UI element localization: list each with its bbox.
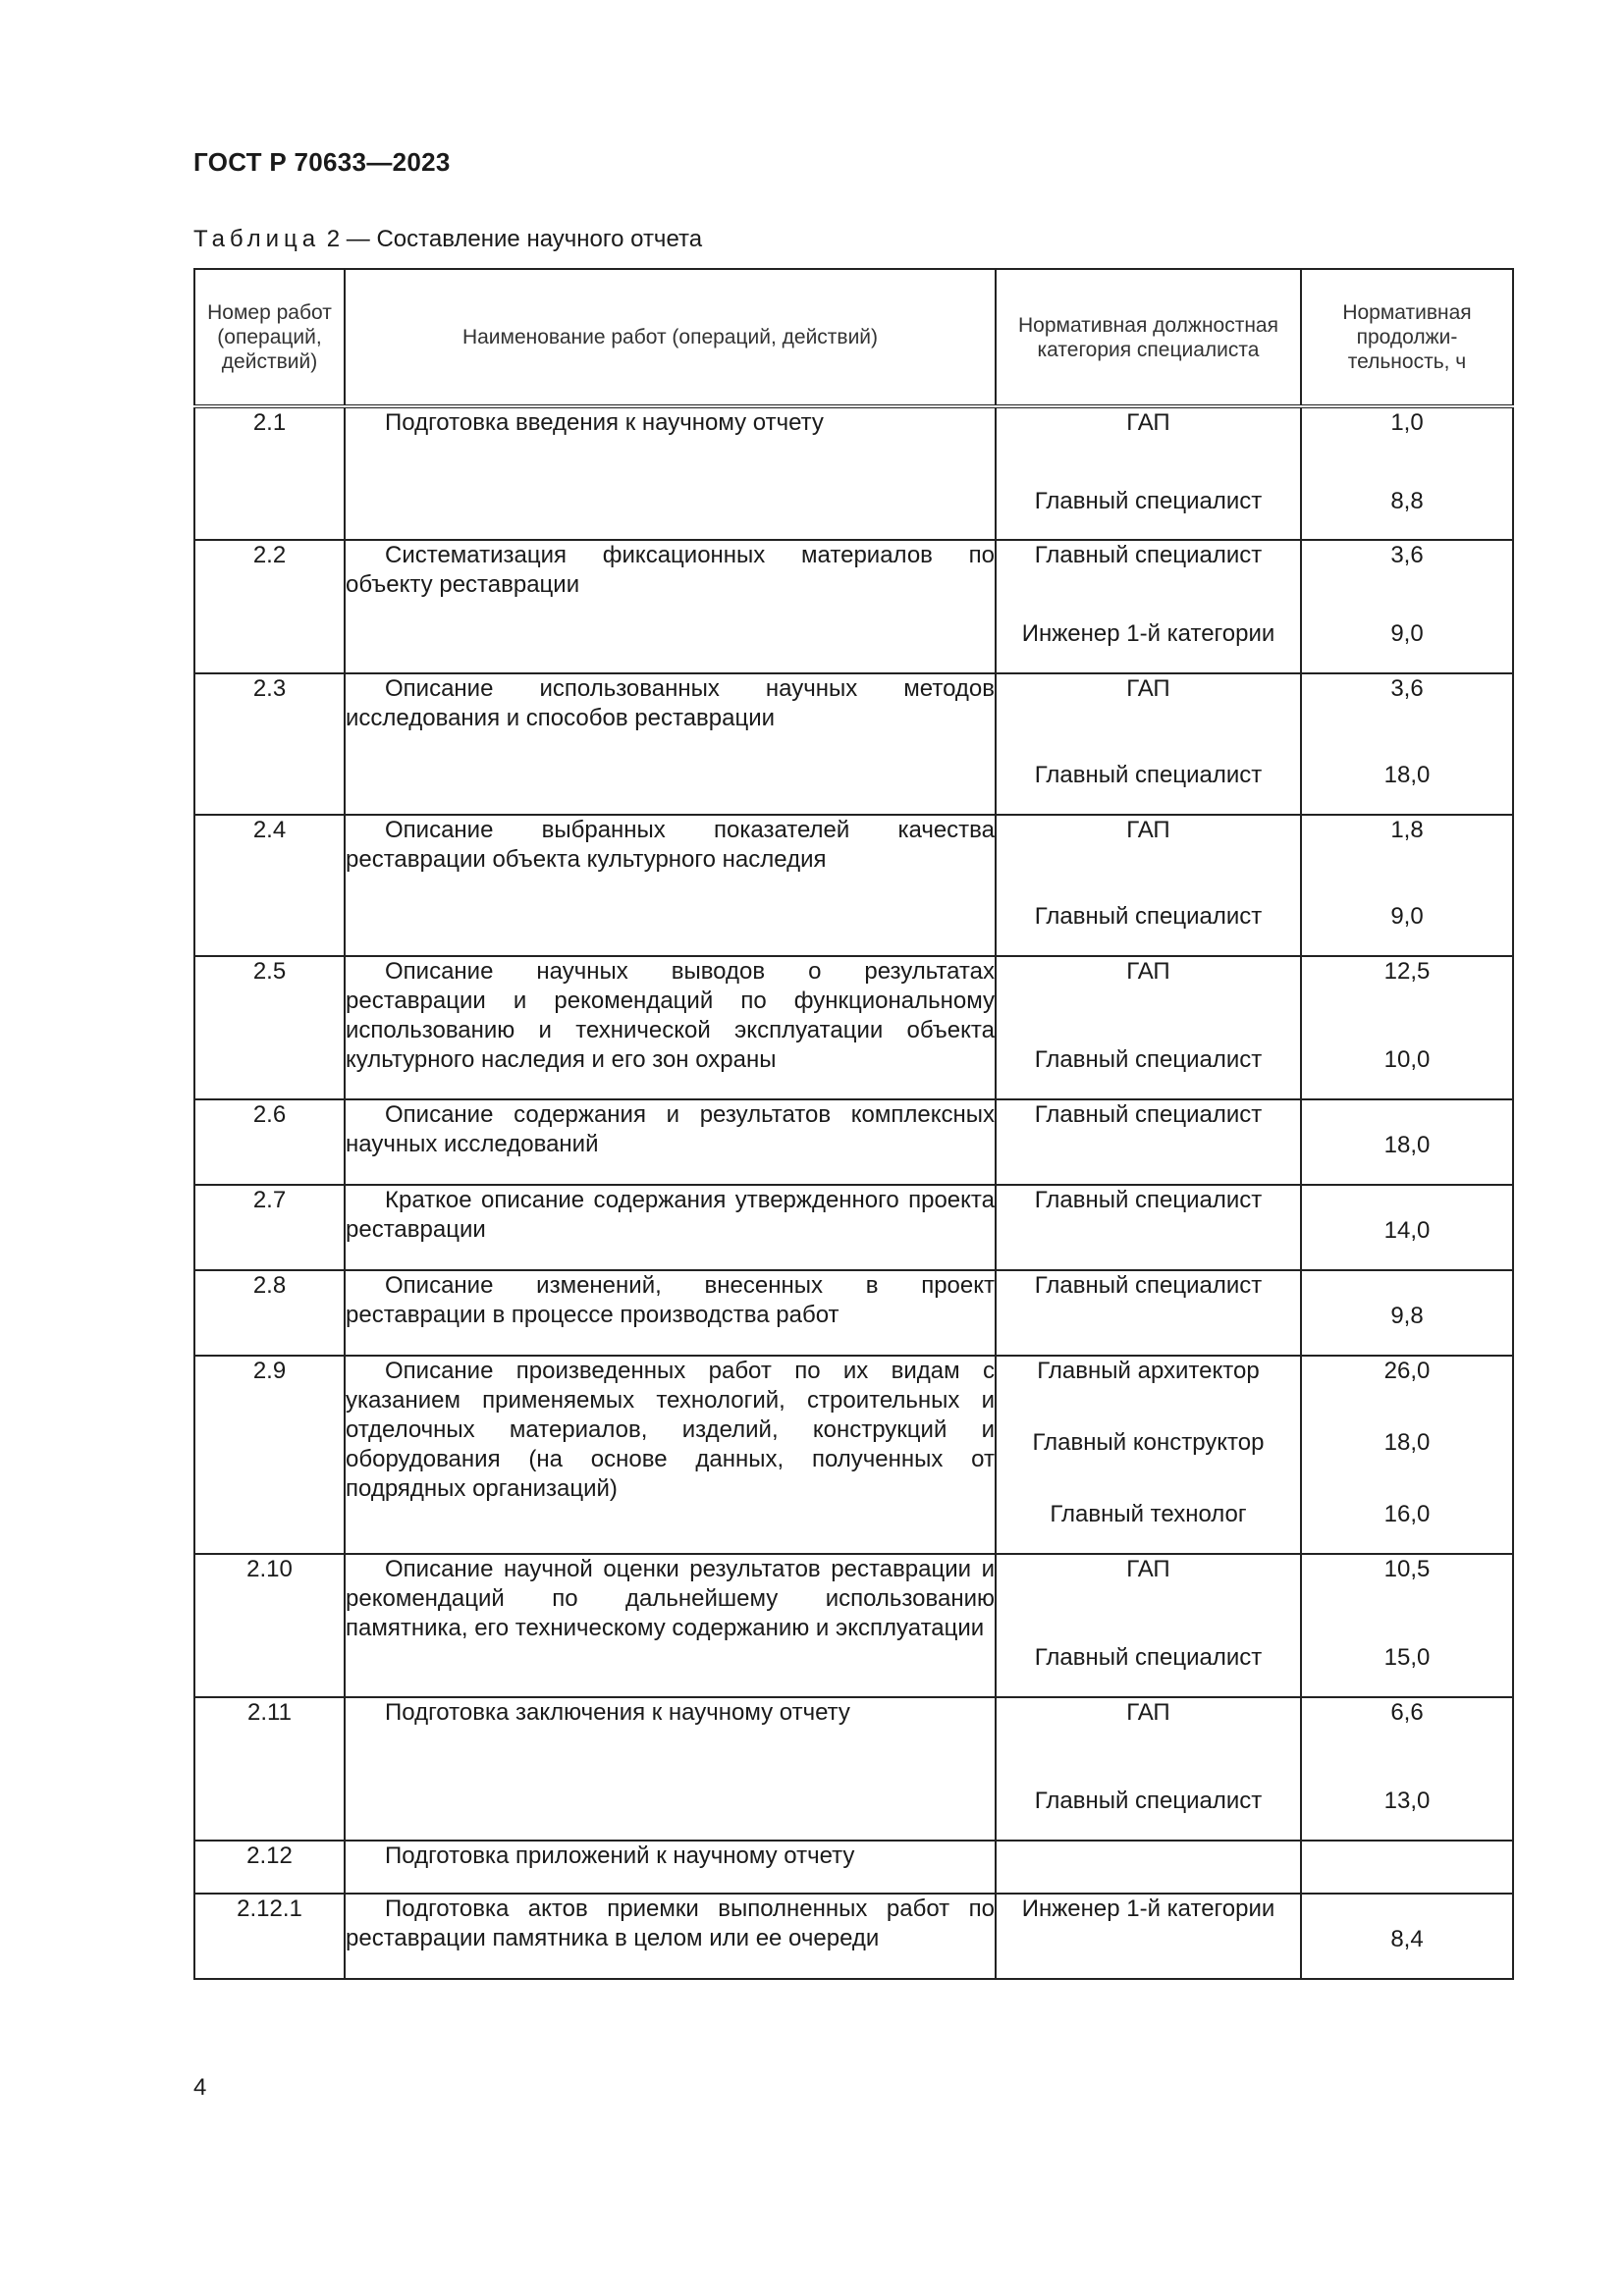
category-entry: Инженер 1-й категории	[1021, 620, 1275, 647]
row-duration	[1301, 956, 1513, 1099]
col-header-duration: Нормативная продолжи-тельность, ч	[1301, 269, 1513, 406]
row-number: 2.4	[194, 815, 345, 956]
table-caption	[193, 226, 702, 253]
work-table	[193, 268, 1514, 1980]
row-work-name	[345, 1697, 996, 1841]
row-category	[996, 406, 1301, 540]
table-row	[194, 540, 1513, 673]
row-work-name-text: Подготовка актов приемки выполненных работ по реставрации памятника в целом или ее очереди	[346, 1896, 995, 1951]
category-entry: Главный специалист	[1034, 1272, 1263, 1299]
row-duration	[1301, 1841, 1513, 1894]
col-header-category: Нормативная должностная категория специалиста	[996, 269, 1301, 406]
row-duration	[1301, 406, 1513, 540]
row-number: 2.9	[194, 1356, 345, 1554]
category-entry: Главный специалист	[1034, 1101, 1263, 1128]
category-entry: Главный специалист	[1034, 1187, 1263, 1213]
col-header-name: Наименование работ (операций, действий)	[345, 269, 996, 406]
duration-entry: 1,0	[1390, 409, 1424, 436]
row-number: 2.12.1	[194, 1894, 345, 1979]
row-duration	[1301, 1356, 1513, 1554]
row-duration	[1301, 1099, 1513, 1185]
row-category	[996, 673, 1301, 815]
table-row	[194, 1697, 1513, 1841]
row-work-name-text: Описание изменений, внесенных в проект реставрации в процессе производства работ	[346, 1272, 995, 1328]
row-work-name	[345, 1554, 996, 1697]
row-work-name-text: Описание выбранных показателей качества реставрации объекта культурного наследия	[346, 817, 995, 873]
table-row	[194, 406, 1513, 540]
category-entry: Главный архитектор	[1037, 1358, 1260, 1384]
row-work-name	[345, 1185, 996, 1270]
table-row	[194, 673, 1513, 815]
row-category	[996, 1185, 1301, 1270]
row-category	[996, 1270, 1301, 1356]
duration-entry: 15,0	[1383, 1644, 1431, 1671]
row-work-name	[345, 673, 996, 815]
row-work-name-text: Описание научной оценки результатов реставрации и рекомендаций по дальнейшему использованию памятника, его техническому содержанию и эксплуатации	[346, 1556, 995, 1641]
table-row	[194, 1356, 1513, 1554]
duration-entry: 12,5	[1383, 958, 1431, 985]
row-duration	[1301, 1185, 1513, 1270]
category-entry: Инженер 1-й категории	[1021, 1896, 1275, 1922]
row-work-name-text: Систематизация фиксационных материалов по объекту реставрации	[346, 542, 995, 598]
document-header: ГОСТ Р 70633—2023	[193, 147, 451, 177]
row-duration	[1301, 815, 1513, 956]
row-work-name	[345, 1099, 996, 1185]
duration-entry: 8,8	[1390, 488, 1424, 514]
row-category	[996, 1841, 1301, 1894]
row-work-name	[345, 815, 996, 956]
duration-entry: 1,8	[1390, 817, 1424, 843]
row-work-name	[345, 1841, 996, 1894]
category-entry: ГАП	[1126, 1556, 1170, 1582]
row-category	[996, 1356, 1301, 1554]
duration-entry: 10,5	[1383, 1556, 1431, 1582]
category-entry: Главный технолог	[1050, 1501, 1247, 1527]
row-work-name-text: Описание содержания и результатов комплексных научных исследований	[346, 1101, 995, 1157]
duration-entry: 9,8	[1390, 1303, 1424, 1329]
row-work-name	[345, 1270, 996, 1356]
row-work-name	[345, 1894, 996, 1979]
row-category	[996, 1554, 1301, 1697]
category-entry: Главный специалист	[1034, 762, 1263, 788]
row-category	[996, 1697, 1301, 1841]
page-number: 4	[193, 2074, 207, 2101]
row-number: 2.6	[194, 1099, 345, 1185]
duration-entry: 26,0	[1383, 1358, 1431, 1384]
duration-entry: 16,0	[1383, 1501, 1431, 1527]
row-work-name	[345, 1356, 996, 1554]
table-caption-label: Таблица	[193, 226, 321, 252]
row-number: 2.12	[194, 1841, 345, 1894]
row-duration	[1301, 1270, 1513, 1356]
row-work-name	[345, 956, 996, 1099]
category-entry: Главный специалист	[1034, 903, 1263, 930]
category-entry: ГАП	[1126, 409, 1170, 436]
table-row	[194, 1185, 1513, 1270]
row-work-name-text: Подготовка введения к научному отчету	[385, 409, 824, 436]
duration-entry: 9,0	[1390, 903, 1424, 930]
row-work-name	[345, 540, 996, 673]
row-category	[996, 1099, 1301, 1185]
table-row	[194, 1270, 1513, 1356]
duration-entry: 10,0	[1383, 1046, 1431, 1073]
category-entry: Главный специалист	[1034, 1644, 1263, 1671]
row-number: 2.10	[194, 1554, 345, 1697]
row-number: 2.3	[194, 673, 345, 815]
duration-entry: 9,0	[1390, 620, 1424, 647]
table-caption-text: 2 — Составление научного отчета	[326, 226, 703, 252]
row-category	[996, 1894, 1301, 1979]
category-entry: ГАП	[1126, 958, 1170, 985]
category-entry: Главный специалист	[1034, 1046, 1263, 1073]
duration-entry: 3,6	[1390, 542, 1424, 568]
table-row	[194, 956, 1513, 1099]
duration-entry: 3,6	[1390, 675, 1424, 702]
duration-entry: 14,0	[1383, 1217, 1431, 1244]
row-work-name-text: Краткое описание содержания утвержденного проекта реставрации	[346, 1187, 995, 1243]
row-number: 2.1	[194, 406, 345, 540]
row-duration	[1301, 1697, 1513, 1841]
category-entry: Главный конструктор	[1032, 1429, 1265, 1456]
duration-entry: 18,0	[1383, 1429, 1431, 1456]
row-number: 2.8	[194, 1270, 345, 1356]
category-entry: Главный специалист	[1034, 1788, 1263, 1814]
row-work-name-text: Описание произведенных работ по их видам с указанием применяемых технологий, строительных и отделочных материалов, изделий, конструкций и оборудования (на основе данных, полученных от подрядных организаций)	[346, 1358, 995, 1502]
table-row	[194, 1894, 1513, 1979]
table-row	[194, 1554, 1513, 1697]
duration-entry: 6,6	[1390, 1699, 1424, 1726]
category-entry: ГАП	[1126, 1699, 1170, 1726]
row-duration	[1301, 1894, 1513, 1979]
row-category	[996, 956, 1301, 1099]
row-duration	[1301, 540, 1513, 673]
table-row	[194, 815, 1513, 956]
category-entry: Главный специалист	[1034, 488, 1263, 514]
row-work-name	[345, 406, 996, 540]
duration-entry: 13,0	[1383, 1788, 1431, 1814]
row-duration	[1301, 1554, 1513, 1697]
table-row	[194, 1099, 1513, 1185]
row-number: 2.7	[194, 1185, 345, 1270]
duration-entry: 18,0	[1383, 1132, 1431, 1158]
duration-entry: 8,4	[1390, 1926, 1424, 1952]
row-number: 2.11	[194, 1697, 345, 1841]
table-row	[194, 1841, 1513, 1894]
row-work-name-text: Описание использованных научных методов исследования и способов реставрации	[346, 675, 995, 731]
table-header-row	[194, 269, 1513, 406]
col-header-number: Номер работ (операций, действий)	[194, 269, 345, 406]
row-number: 2.5	[194, 956, 345, 1099]
duration-entry: 18,0	[1383, 762, 1431, 788]
category-entry: ГАП	[1126, 675, 1170, 702]
row-number: 2.2	[194, 540, 345, 673]
row-category	[996, 815, 1301, 956]
row-work-name-text: Описание научных выводов о результатах реставрации и рекомендаций по функциональному использованию и технической эксплуатации объекта культурного наследия и его зон охраны	[346, 958, 995, 1073]
row-work-name-text: Подготовка заключения к научному отчету	[385, 1699, 850, 1726]
category-entry: ГАП	[1126, 817, 1170, 843]
row-duration	[1301, 673, 1513, 815]
row-work-name-text: Подготовка приложений к научному отчету	[385, 1842, 855, 1869]
row-category	[996, 540, 1301, 673]
category-entry: Главный специалист	[1034, 542, 1263, 568]
